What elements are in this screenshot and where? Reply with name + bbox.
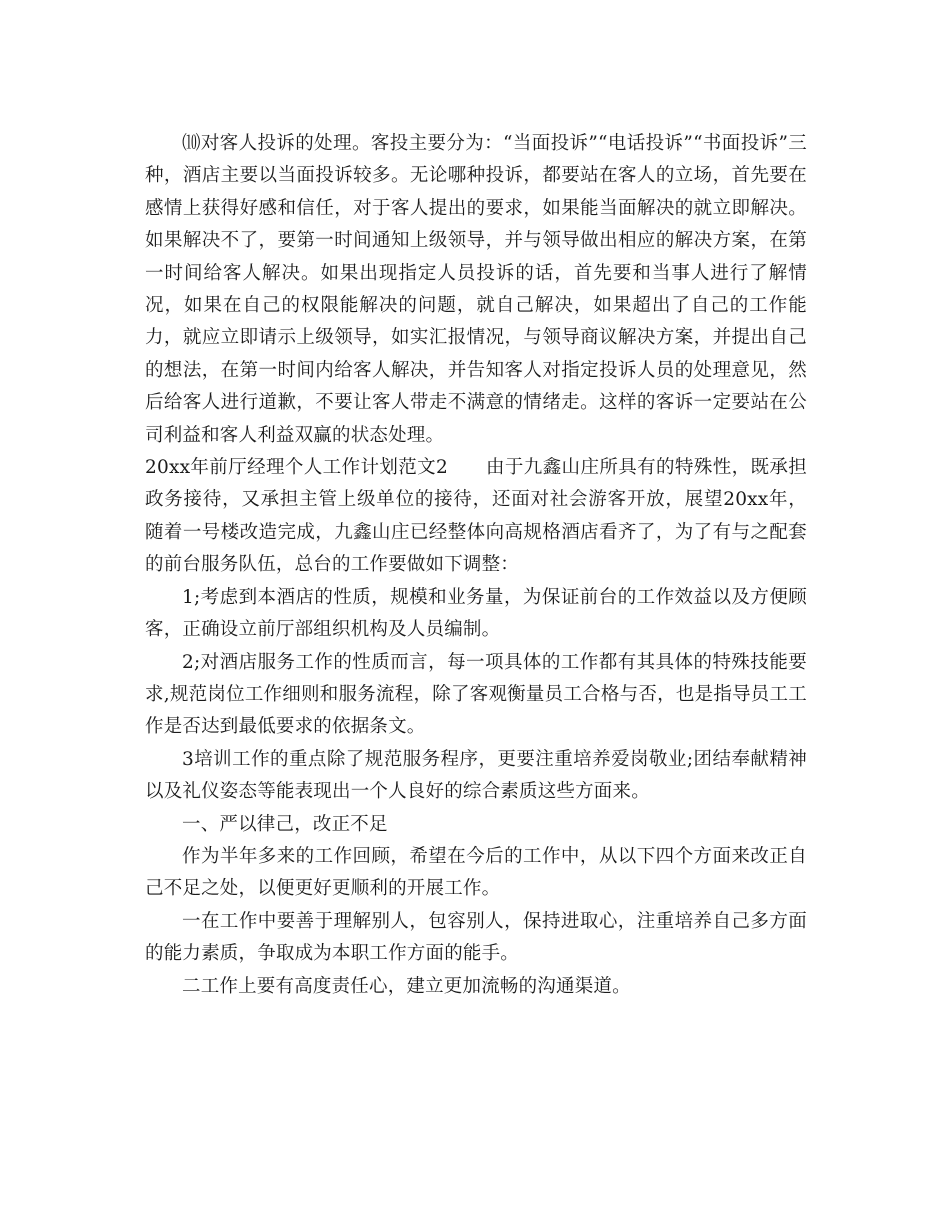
paragraph-plan-title: 20xx年前厅经理个人工作计划范文2 由于九鑫山庄所具有的特殊性，既承担政务接待，又承担主管上级单位的接待，还面对社会游客开放，展望20xx年，随着一号楼改造完成，九鑫山庄已经整体向高规格酒店看齐了，为了有与之配套的前台服务队伍，总台的工作要做如下调整： [145,457,807,576]
paragraph-point-two: 二工作上要有高度责任心，建立更加流畅的沟通渠道。 [182,975,631,997]
paragraph-item-3: 3培训工作的重点除了规范服务程序，更要注重培养爱岗敬业;团结奉献精神以及礼仪姿态等能表现出一个人良好的综合素质这些方面来。 [145,748,807,803]
document-body [145,128,807,1003]
section-heading-self-discipline: 一、严以律己，改正不足 [182,813,388,835]
paragraph-point-one: 一在工作中要善于理解别人，包容别人，保持进取心，注重培养自己多方面的能力素质，争取成为本职工作方面的能手。 [145,910,807,965]
paragraph-item-2: 2;对酒店服务工作的性质而言，每一项具体的工作都有其具体的特殊技能要求,规范岗位工作细则和服务流程，除了客观衡量员工合格与否，也是指导员工工作是否达到最低要求的依据条文。 [145,651,807,738]
paragraph-complaint-handling: ⑽对客人投诉的处理。客投主要分为：“当面投诉”“电话投诉”“书面投诉”三种，酒店主要以当面投诉较多。无论哪种投诉，都要站在客人的立场，首先要在感情上获得好感和信任，对于客人提出的要求，如果能当面解决的就立即解决。如果解决不了，要第一时间通知上级领导，并与领导做出相应的解决方案，在第一时间给客人解决。如果出现指定人员投诉的话，首先要和当事人进行了解情况，如果在自己的权限能解决的问题，就自己解决，如果超出了自己的工作能力，就应立即请示上级领导，如实汇报情况，与领导商议解决方案，并提出自己的想法，在第一时间内给客人解决，并告知客人对指定投诉人员的处理意见，然后给客人进行道歉，不要让客人带走不满意的情绪走。这样的客诉一定要站在公司利益和客人利益双赢的状态处理。 [145,133,807,446]
paragraph-item-1: 1;考虑到本酒店的性质，规模和业务量，为保证前台的工作效益以及方便顾客，正确设立前厅部组织机构及人员编制。 [145,586,807,641]
paragraph-review: 作为半年多来的工作回顾，希望在今后的工作中，从以下四个方面来改正自己不足之处，以便更好更顺利的开展工作。 [145,845,807,900]
